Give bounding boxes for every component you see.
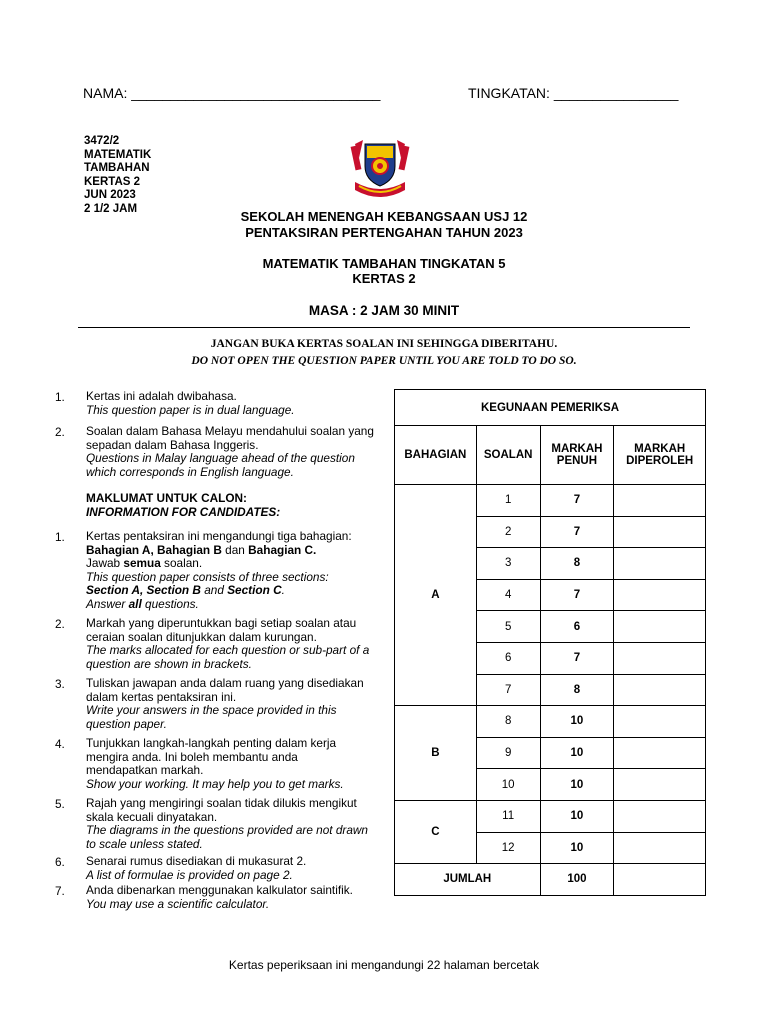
warning-english: DO NOT OPEN THE QUESTION PAPER UNTIL YOU ARE TOLD TO DO SO. <box>191 355 577 367</box>
marks-obtained-cell[interactable] <box>614 485 706 517</box>
marks-obtained-cell[interactable] <box>614 611 706 643</box>
header-markah-penuh: MARKAH PENUH <box>540 426 614 485</box>
info-malay: Senarai rumus disediakan di mukasurat 2. <box>86 854 307 868</box>
info-item-2 <box>86 617 376 671</box>
info-malay: Tuliskan jawapan anda dalam ruang yang disediakan dalam kertas pentaksiran ini. <box>86 676 364 704</box>
question-number: 5 <box>476 611 540 643</box>
marks-obtained-cell[interactable] <box>614 832 706 864</box>
section-name: Bahagian C. <box>248 542 317 557</box>
question-number: 11 <box>476 800 540 832</box>
info-item-5 <box>86 797 371 851</box>
marks-obtained-cell[interactable] <box>614 800 706 832</box>
note-malay: Kertas ini adalah dwibahasa. <box>86 389 237 403</box>
section-names-en: Section A, Section B <box>86 583 201 598</box>
name-blank: ________________________________ <box>131 85 381 101</box>
paper-code-line: KERTAS 2 <box>84 175 141 188</box>
marks-obtained-cell[interactable] <box>614 706 706 738</box>
total-obtained-cell[interactable] <box>614 864 706 896</box>
full-marks: 10 <box>540 737 614 769</box>
answer-emphasis-en: all <box>128 596 142 611</box>
info-english: Write your answers in the space provided in this question paper. <box>86 703 337 731</box>
question-number: 6 <box>476 642 540 674</box>
divider <box>78 327 690 328</box>
paper-code-line: 2 1/2 JAM <box>84 202 138 215</box>
marks-obtained-cell[interactable] <box>614 674 706 706</box>
answer-text: Jawab <box>86 556 124 571</box>
paper-code-line: TAMBAHAN <box>84 162 150 174</box>
paper-code-block <box>84 135 151 216</box>
question-number: 7 <box>476 674 540 706</box>
header-markah-diperoleh: MARKAH DIPEROLEH <box>614 426 706 485</box>
item-number: 5. <box>55 797 65 811</box>
header-bahagian: BAHAGIAN <box>395 426 477 485</box>
answer-text-en: questions. <box>141 596 199 611</box>
question-number: 1 <box>476 485 540 517</box>
marks-obtained-cell[interactable] <box>614 737 706 769</box>
info-1-english: This question paper consists of three sections: <box>86 569 329 584</box>
item-number: 7. <box>55 884 65 898</box>
paper-code-line: 3472/2 <box>84 135 120 147</box>
school-name: SEKOLAH MENENGAH KEBANGSAAN USJ 12 <box>240 209 528 224</box>
table-title: KEGUNAAN PEMERIKSA <box>395 390 706 426</box>
school-crest-icon <box>345 136 415 204</box>
item-number: 1. <box>55 390 65 404</box>
paper-code-line: JUN 2023 <box>84 189 136 201</box>
answer-text: soalan. <box>160 556 203 571</box>
pre-note-1 <box>86 390 384 417</box>
question-number: 12 <box>476 832 540 864</box>
section-names: Bahagian A, Bahagian B <box>86 542 222 557</box>
item-number: 4. <box>55 737 65 751</box>
full-marks: 10 <box>540 769 614 801</box>
section-name-en: Section C <box>227 583 282 598</box>
note-malay: Soalan dalam Bahasa Melayu mendahului soalan yang sepadan dalam Bahasa Inggeris. <box>86 424 374 452</box>
info-english: A list of formulae is provided on page 2. <box>86 867 293 882</box>
info-malay: Anda dibenarkan menggunakan kalkulator saintifik. <box>86 883 353 897</box>
question-number: 3 <box>476 548 540 580</box>
full-marks: 10 <box>540 832 614 864</box>
assessment-name: PENTAKSIRAN PERTENGAHAN TAHUN 2023 <box>245 225 523 240</box>
info-item-4 <box>86 737 371 791</box>
full-marks: 7 <box>540 516 614 548</box>
full-marks: 8 <box>540 548 614 580</box>
marks-obtained-cell[interactable] <box>614 516 706 548</box>
question-number: 4 <box>476 579 540 611</box>
marks-obtained-cell[interactable] <box>614 548 706 580</box>
section-c: C <box>395 800 477 863</box>
item-number: 6. <box>55 855 65 869</box>
info-item-3 <box>86 677 371 731</box>
section-a: A <box>395 485 477 706</box>
pre-note-2 <box>86 425 384 479</box>
subject-title: MATEMATIK TAMBAHAN TINGKATAN 5 <box>262 256 506 271</box>
item-number: 3. <box>55 677 65 691</box>
info-malay: Tunjukkan langkah-langkah penting dalam kerja mengira anda. Ini boleh membantu anda mendapatkan markah. <box>86 736 337 778</box>
info-malay: Markah yang diperuntukkan bagi setiap soalan atau ceraian soalan ditunjukkan dalam kurungan. <box>86 616 357 644</box>
examiner-table <box>394 389 706 896</box>
form-field <box>468 85 678 101</box>
answer-emphasis: semua <box>123 556 161 571</box>
joiner: . <box>281 583 285 598</box>
item-number: 1. <box>55 530 65 544</box>
info-1-line: Kertas pentaksiran ini mengandungi tiga bahagian: <box>86 529 352 543</box>
info-english: The marks allocated for each question or sub-part of a question are shown in brackets. <box>86 643 370 671</box>
info-item-7 <box>86 884 384 911</box>
question-number: 10 <box>476 769 540 801</box>
item-number: 2. <box>55 425 65 439</box>
info-malay: Rajah yang mengiringi soalan tidak dilukis mengikut skala kecuali dinyatakan. <box>86 796 357 824</box>
total-marks: 100 <box>540 864 614 896</box>
full-marks: 7 <box>540 579 614 611</box>
note-english: Questions in Malay language ahead of the question which corresponds in English language. <box>86 451 355 479</box>
joiner: and <box>200 583 228 598</box>
info-heading <box>86 492 280 519</box>
total-label: JUMLAH <box>395 864 541 896</box>
note-english: This question paper is in dual language. <box>86 402 295 417</box>
info-item-6 <box>86 855 384 882</box>
paper-title: KERTAS 2 <box>352 271 416 286</box>
question-number: 8 <box>476 706 540 738</box>
info-item-1 <box>86 530 384 612</box>
marks-obtained-cell[interactable] <box>614 769 706 801</box>
info-english: You may use a scientific calculator. <box>86 896 270 911</box>
joiner: dan <box>221 542 249 557</box>
item-number: 2. <box>55 617 65 631</box>
info-heading-malay: MAKLUMAT UNTUK CALON: <box>86 491 247 505</box>
warning-malay: JANGAN BUKA KERTAS SOALAN INI SEHINGGA DIBERITAHU. <box>210 338 558 350</box>
section-b: B <box>395 706 477 801</box>
full-marks: 10 <box>540 706 614 738</box>
full-marks: 7 <box>540 642 614 674</box>
info-heading-english: INFORMATION FOR CANDIDATES: <box>86 504 281 519</box>
question-number: 9 <box>476 737 540 769</box>
header-soalan: SOALAN <box>476 426 540 485</box>
marks-obtained-cell[interactable] <box>614 579 706 611</box>
info-english: Show your working. It may help you to get marks. <box>86 776 344 791</box>
info-english: The diagrams in the questions provided are not drawn to scale unless stated. <box>86 823 368 851</box>
name-field <box>83 85 380 101</box>
duration: MASA : 2 JAM 30 MINIT <box>308 303 460 318</box>
question-number: 2 <box>476 516 540 548</box>
full-marks: 8 <box>540 674 614 706</box>
name-label: NAMA: <box>83 85 128 101</box>
form-blank: ________________ <box>553 85 679 101</box>
full-marks: 6 <box>540 611 614 643</box>
paper-code-line: MATEMATIK <box>84 148 152 161</box>
form-label: TINGKATAN: <box>468 85 550 101</box>
full-marks: 7 <box>540 485 614 517</box>
marks-obtained-cell[interactable] <box>614 642 706 674</box>
page-count-note: Kertas peperiksaan ini mengandungi 22 halaman bercetak <box>228 958 540 972</box>
answer-text-en: Answer <box>86 596 129 611</box>
full-marks: 10 <box>540 800 614 832</box>
